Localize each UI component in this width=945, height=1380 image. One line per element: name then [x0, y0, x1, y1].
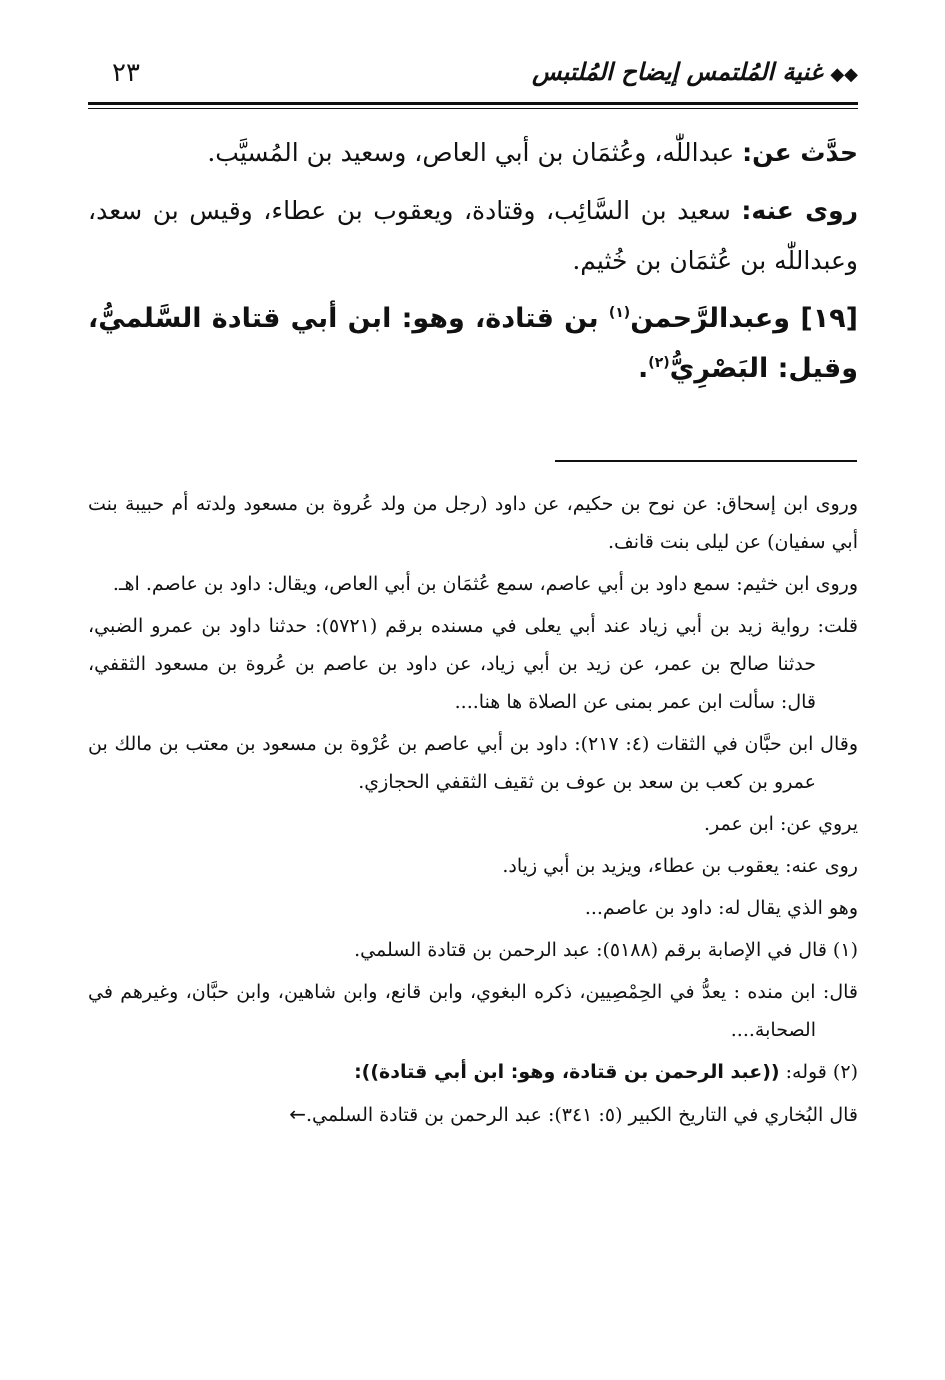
- footnote-paragraph: [88, 1095, 858, 1134]
- footnote-paragraph: روى عنه: يعقوب بن عطاء، ويزيد بن أبي زياد.: [502, 855, 858, 877]
- book-title: غنية المُلتمس إيضاح المُلتبس: [531, 58, 823, 86]
- main-text: [88, 128, 858, 402]
- footnote-2-prefix: (٢) قوله:: [779, 1061, 858, 1083]
- footnote-ref-1[interactable]: (١): [608, 305, 631, 321]
- header-rule-thin: [88, 108, 858, 109]
- rawa-paragraph: [88, 186, 858, 286]
- running-title: [532, 58, 858, 86]
- footnote-paragraph: وروى ابن إسحاق: عن نوح بن حكيم، عن داود (رجل من ولد عُروة بن مسعود ولدته أم حبيبة بنت أبي سفيان) عن ليلى بنت قانف.: [88, 493, 858, 553]
- page-number: ٢٣: [112, 58, 140, 88]
- rawa-text: سعيد بن السَّائِب، وقتادة، ويعقوب بن عطاء، وقيس بن سعد، وعبداللّٰه بن عُثمَان بن خُثيم.: [88, 196, 858, 275]
- haddatha-text: عبداللّٰه، وعُثمَان بن أبي العاص، وسعيد بن المُسيَّب.: [207, 138, 743, 167]
- entry-prefix: [١٩] وعبدالرَّحمن: [630, 303, 858, 334]
- rawa-label: روى عنه:: [741, 196, 859, 225]
- footnote-paragraph: وقال ابن حبَّان في الثقات (٤: ٢١٧): داود بن أبي عاصم بن عُرْوة بن مسعود بن معتب بن مالك بن عمرو بن كعب بن سعد بن عوف بن ثقيف الثقفي الحجازي.: [88, 733, 858, 793]
- footnote-text: قال البُخاري في التاريخ الكبير (٥: ٣٤١): عبد الرحمن بن قتادة السلمي.: [306, 1104, 858, 1126]
- footnote-2-quote: ((عبد الرحمن بن قتادة، وهو: ابن أبي قتادة)):: [354, 1061, 780, 1083]
- footnote-ref-2[interactable]: (٢): [648, 355, 670, 371]
- footnote-2: [88, 1053, 858, 1091]
- haddatha-label: حدَّث عن:: [742, 138, 858, 167]
- entry-heading: [88, 294, 858, 394]
- entry-middle: بن قتادة، وهو: ابن أبي قتادة السَّلميُّ، وقيل: البَصْرِيُّ: [88, 303, 858, 384]
- header-rule-thick: [88, 102, 858, 105]
- diamond-ornament-icon: ◆◆: [830, 64, 858, 85]
- footnotes: [88, 485, 858, 1138]
- footnote-paragraph: قال: ابن منده : يعدُّ في الحِمْصِيين، ذكره البغوي، وابن قانع، وابن شاهين، وابن حبَّان، وغيرهم في الصحابة....: [88, 981, 858, 1041]
- footnote-paragraph: يروي عن: ابن عمر.: [703, 813, 858, 835]
- footnote-paragraph: وهو الذي يقال له: داود بن عاصم...: [584, 897, 858, 919]
- continue-arrow-icon: ←: [289, 1102, 307, 1126]
- footnote-separator: [555, 460, 857, 462]
- haddatha-paragraph: [88, 128, 858, 178]
- footnote-paragraph: قلت: رواية زيد بن أبي زياد عند أبي يعلى في مسنده برقم (٥٧٢١): حدثنا داود بن عمرو الضبي، حدثنا صالح بن عمر، عن زيد بن أبي زياد، عن داود بن عاصم بن عُروة بن مسعود الثقفي، قال: سألت ابن عمر بمنى عن الصلاة ها هنا....: [88, 615, 858, 713]
- running-header: [88, 58, 858, 98]
- footnote-paragraph: وروى ابن خثيم: سمع داود بن أبي عاصم، سمع عُثمَان بن أبي العاص، ويقال: داود بن عاصم. اهـ.: [112, 573, 858, 595]
- entry-end: .: [638, 353, 649, 384]
- footnote-1: (١) قال في الإصابة برقم (٥١٨٨): عبد الرحمن بن قتادة السلمي.: [354, 939, 858, 961]
